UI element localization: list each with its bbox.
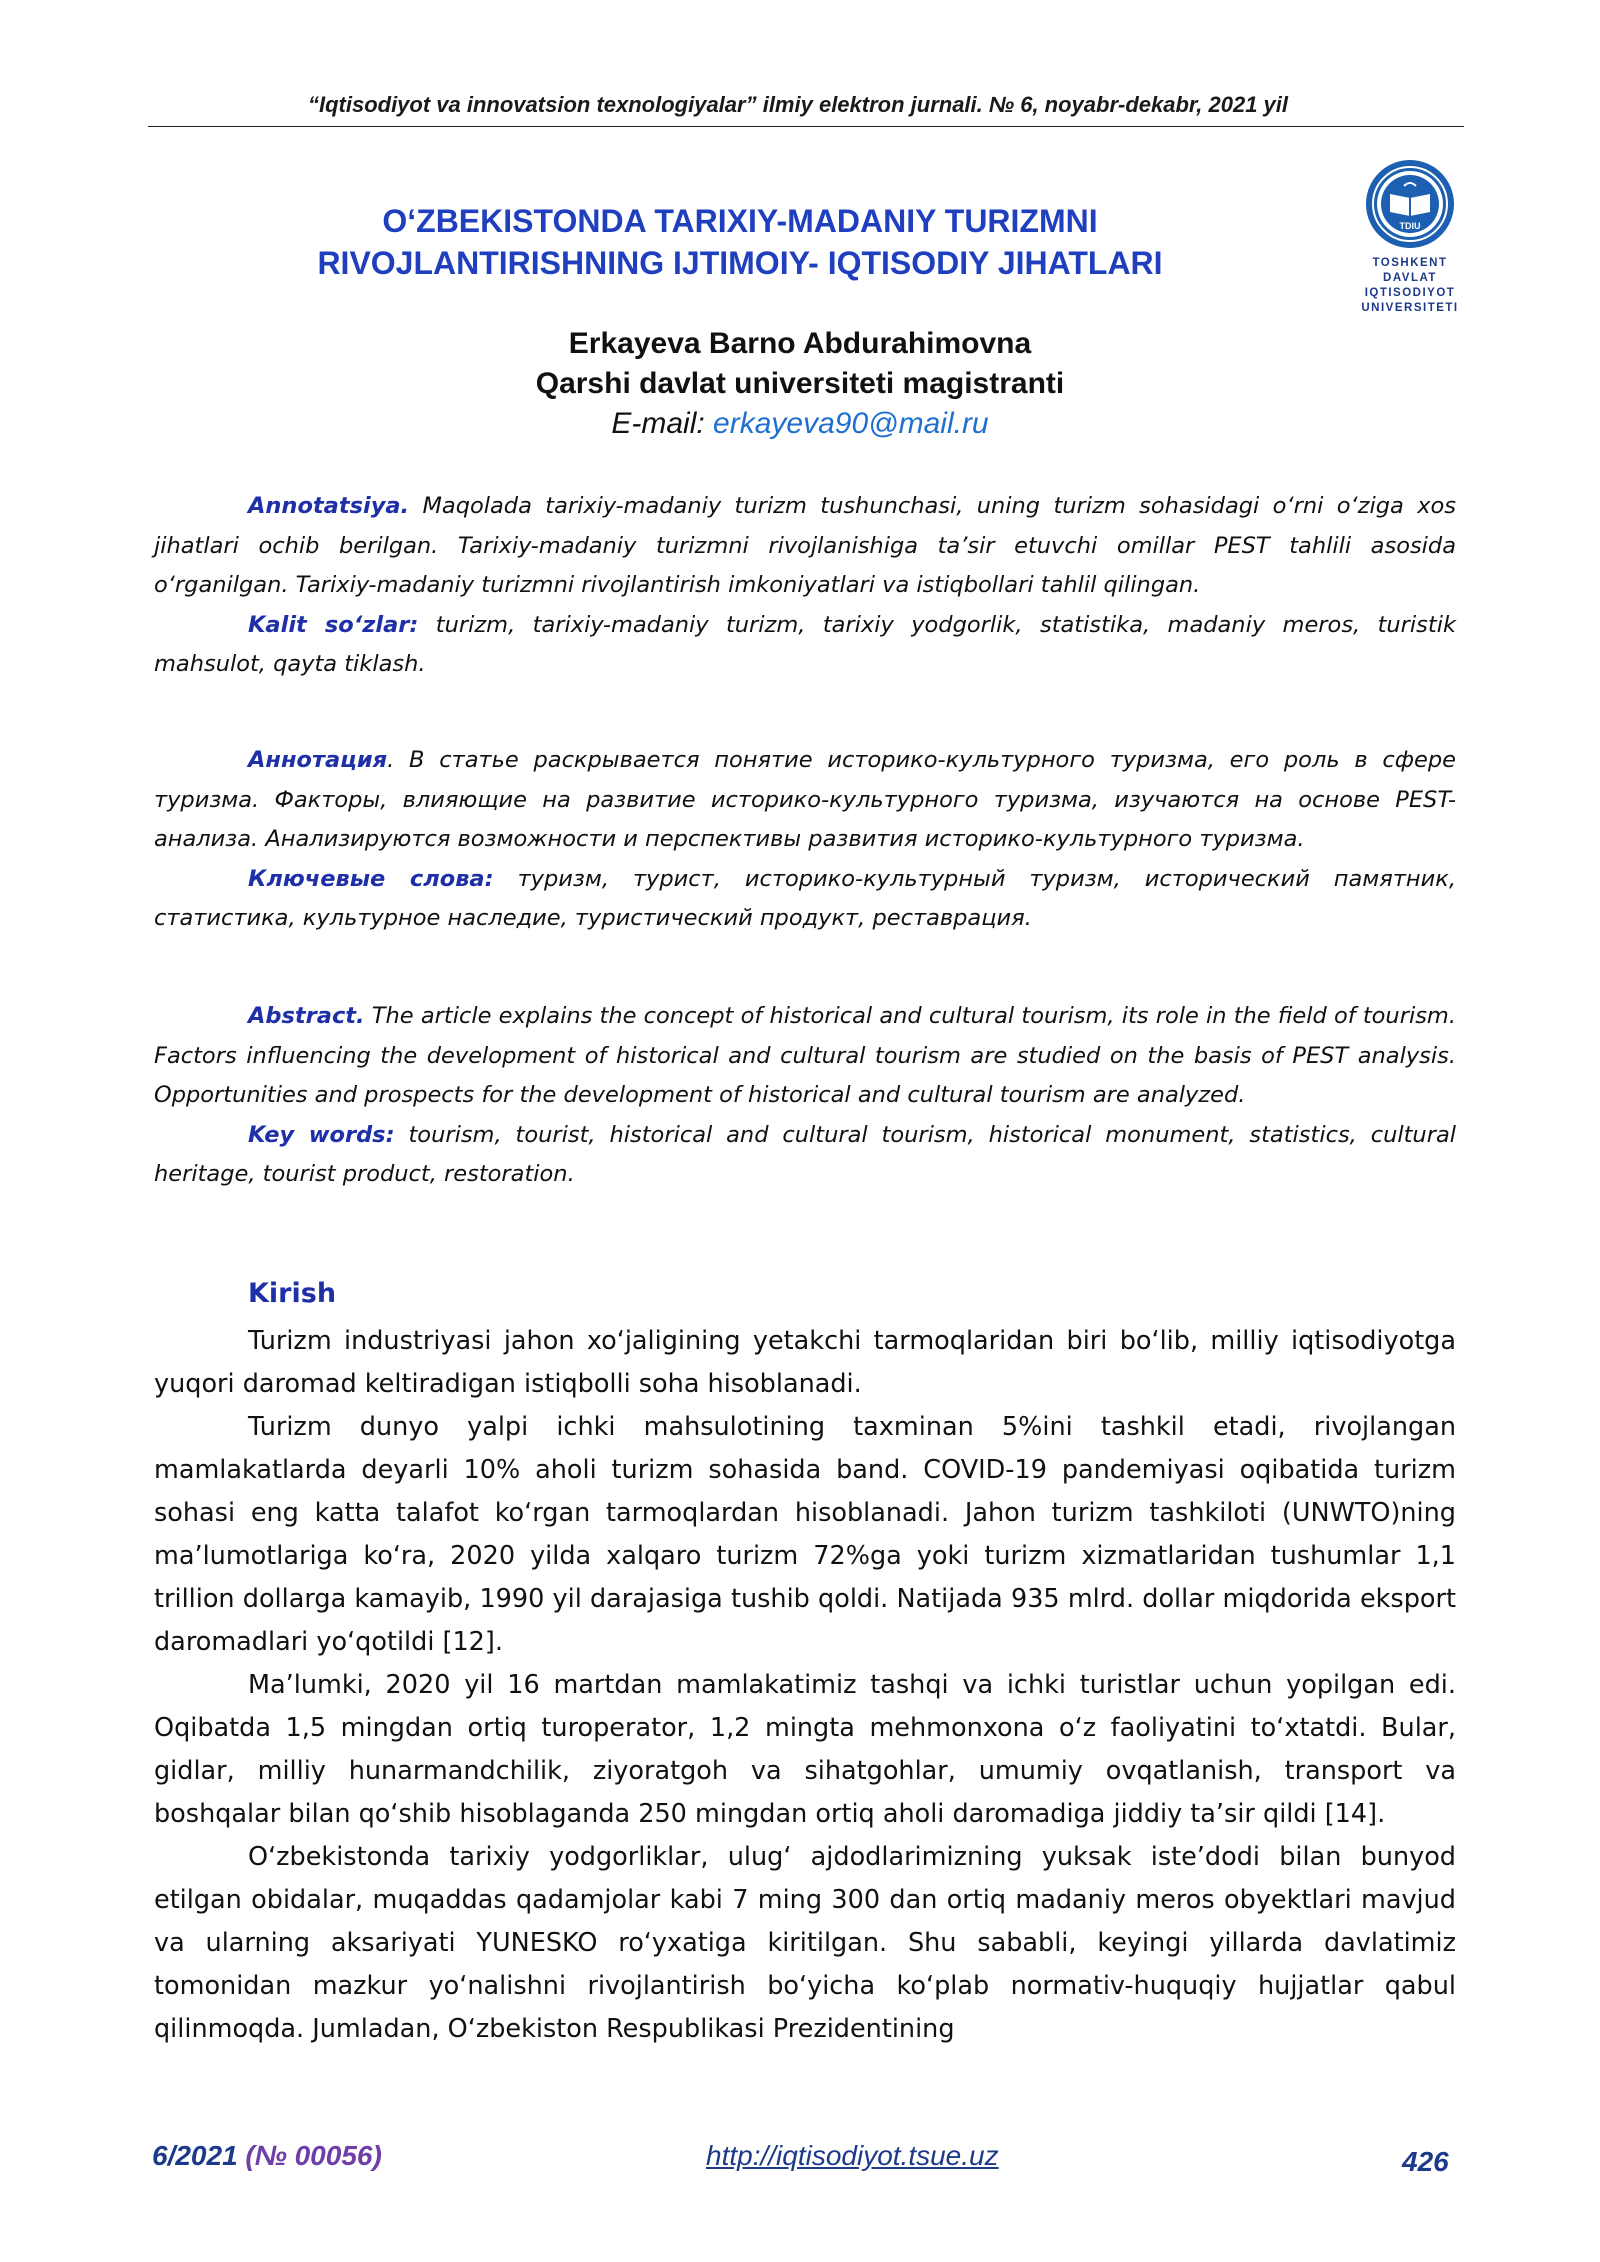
logo-line-4: UNIVERSITETI bbox=[1361, 302, 1459, 314]
keywords-uz-paragraph bbox=[154, 606, 1456, 685]
keywords-en-paragraph bbox=[154, 1116, 1456, 1195]
abstract-ru-text: . В статье раскрывается понятие историко-культурного туризма, его роль в сфере туризма. Факторы, влияющие на развитие историко-культурного туризма, изучаются на основе PEST-анализа. Анализируются возможности и перспективы развития историко-культурного туризма. bbox=[154, 747, 1456, 852]
university-logo bbox=[1350, 158, 1470, 316]
body-paragraph: Turizm industriyasi jahon xo‘jaligining yetakchi tarmoqlaridan biri bo‘lib, milliy iqtisodiyotga yuqori daromad keltiradigan istiqbolli soha hisoblanadi. bbox=[154, 1326, 1456, 1399]
introduction-body bbox=[154, 1320, 1456, 2051]
email-label: E-mail: bbox=[611, 407, 705, 440]
logo-emblem-text: TDIU bbox=[1399, 221, 1421, 231]
keywords-ru-paragraph bbox=[154, 860, 1456, 939]
abstract-en-label: Abstract. bbox=[248, 1003, 365, 1029]
author-name: Erkayeva Barno Abdurahimovna bbox=[568, 327, 1032, 360]
title-line-1: O‘ZBEKISTONDA TARIXIY-MADANIY TURIZMNI bbox=[382, 203, 1098, 239]
journal-url-link[interactable]: http://iqtisodiyot.tsue.uz bbox=[706, 2140, 999, 2171]
logo-line-2: DAVLAT bbox=[1383, 272, 1437, 284]
abstract-ru bbox=[154, 741, 1456, 939]
abstract-en-paragraph bbox=[154, 997, 1456, 1116]
page-number: 426 bbox=[1402, 2146, 1449, 2177]
footer-issue-number: 6/2021 bbox=[152, 2140, 238, 2171]
logo-line-3: IQTISODIYOT bbox=[1364, 287, 1456, 299]
keywords-en-label: Key words: bbox=[248, 1121, 395, 1148]
header-divider bbox=[148, 126, 1464, 127]
open-book-emblem-icon bbox=[1364, 158, 1456, 250]
keywords-ru-label: Ключевые слова: bbox=[248, 865, 494, 892]
keywords-ru-text: туризм, турист, историко-культурный туризм, исторический памятник, статистика, культурное наследие, туристический продукт, реставрация. bbox=[154, 865, 1457, 931]
abstract-ru-paragraph bbox=[154, 741, 1456, 860]
author-block bbox=[300, 324, 1300, 444]
abstract-uz-label: Annotatsiya. bbox=[248, 493, 410, 519]
section-heading: Kirish bbox=[248, 1278, 337, 1309]
body-paragraph: Turizm dunyo yalpi ichki mahsulotining taxminan 5%ini tashkil etadi, rivojlangan mamlakatlarda deyarli 10% aholi turizm sohasida band. COVID-19 pandemiyasi oqibatida turizm sohasi eng katta talafot ko‘rgan tarmoqlardan hisoblanadi. Jahon turizm tashkiloti (UNWTO)ning ma’lumotlariga ko‘ra, 2020 yilda xalqaro turizm 72%ga yoki turizm xizmatlaridan tushumlar 1,1 trillion dollarga kamayib, 1990 yil darajasiga tushib qoldi. Natijada 935 mlrd. dollar miqdorida eksport daromadlari yo‘qotildi [12]. bbox=[154, 1412, 1456, 1657]
abstract-uz-paragraph bbox=[154, 487, 1456, 606]
keywords-uz-text: turizm, tarixiy-madaniy turizm, tarixiy yodgorlik, statistika, madaniy meros, turistik mahsulot, qayta tiklash. bbox=[154, 611, 1457, 677]
footer-issue bbox=[152, 2140, 382, 2172]
body-paragraph: Ma’lumki, 2020 yil 16 martdan mamlakatimiz tashqi va ichki turistlar uchun yopilgan edi. Oqibatda 1,5 mingdan ortiq turoperator, 1,2 mingta mehmonxona o‘z faoliyatini to‘xtatdi. Bular, gidlar, milliy hunarmandchilik, ziyoratgoh va sihatgohlar, umumiy ovqatlanish, transport va boshqalar bilan qo‘shib hisoblaganda 250 mingdan ortiq aholi daromadiga jiddiy ta’sir qildi [14]. bbox=[154, 1670, 1456, 1829]
author-email-line bbox=[300, 404, 1300, 444]
logo-line-1: TOSHKENT bbox=[1372, 257, 1448, 269]
keywords-en-text: tourism, tourist, historical and cultural tourism, historical monument, statistics, cultural heritage, tourist product, restoration. bbox=[154, 1121, 1456, 1187]
title-line-2: RIVOJLANTIRISHNING IJTIMOIY- IQTISODIY JIHATLARI bbox=[317, 245, 1163, 281]
email-link[interactable]: erkayeva90@mail.ru bbox=[713, 407, 989, 440]
footer-link-container bbox=[706, 2140, 999, 2172]
journal-running-header: “Iqtisodiyot va innovatsion texnologiyalar” ilmiy elektron jurnali. № 6, noyabr-dekabr, 2021 yil bbox=[307, 92, 1289, 117]
abstract-en bbox=[154, 997, 1456, 1195]
footer-article-number: (№ 00056) bbox=[245, 2140, 382, 2171]
logo-caption bbox=[1350, 256, 1470, 316]
abstract-en-text: The article explains the concept of historical and cultural tourism, its role in the field of tourism. Factors influencing the development of historical and cultural tourism are studied on the basis of PEST analysis. Opportunities and prospects for the development of historical and cultural tourism are analyzed. bbox=[154, 1003, 1456, 1108]
author-affiliation: Qarshi davlat universiteti magistranti bbox=[535, 367, 1065, 400]
abstract-ru-label: Аннотация bbox=[248, 747, 388, 773]
abstract-uz bbox=[154, 487, 1456, 685]
body-paragraph: O‘zbekistonda tarixiy yodgorliklar, ulug‘ ajdodlarimizning yuksak iste’dodi bilan bunyod etilgan obidalar, muqaddas qadamjolar kabi 7 ming 300 dan ortiq madaniy meros obyektlari mavjud va ularning aksariyati YUNESKO ro‘yxatiga kiritilgan. Shu sababli, keyingi yillarda davlatimiz tomonidan mazkur yo‘nalishni rivojlantirish bo‘yicha ko‘plab normativ-huquqiy hujjatlar qabul qilinmoqda. Jumladan, O‘zbekiston Respublikasi Prezidentining bbox=[154, 1842, 1456, 2044]
abstract-uz-text: Maqolada tarixiy-madaniy turizm tushunchasi, uning turizm sohasidagi o‘rni o‘ziga xos jihatlari ochib berilgan. Tarixiy-madaniy turizmni rivojlanishiga ta’sir etuvchi omillar PEST tahlili asosida o‘rganilgan. Tarixiy-madaniy turizmni rivojlantirish imkoniyatlari va istiqbollari tahlil qilingan. bbox=[154, 493, 1456, 598]
article-title bbox=[200, 200, 1280, 284]
keywords-uz-label: Kalit so‘zlar: bbox=[248, 611, 419, 638]
